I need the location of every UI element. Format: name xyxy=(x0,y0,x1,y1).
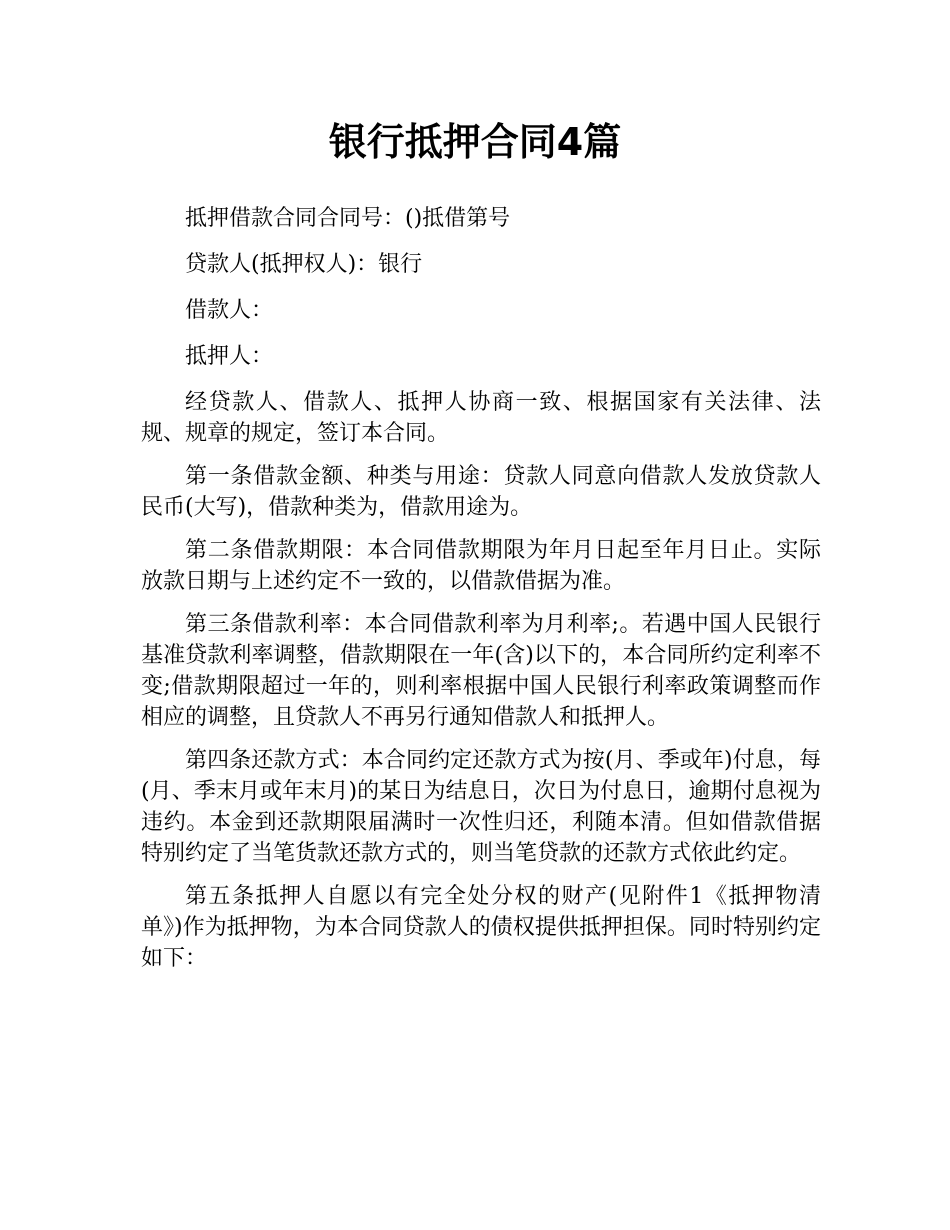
preamble-paragraph: 经贷款人、借款人、抵押人协商一致、根据国家有关法律、法规、规章的规定，签订本合同。 xyxy=(141,390,821,446)
contract-number-line: 抵押借款合同合同号：()抵借第号 xyxy=(185,206,511,231)
article-5-paragraph: 第五条抵押人自愿以有完全处分权的财产(见附件1《抵押物清单》)作为抵押物，为本合同贷款人的债权提供抵押担保。同时特别约定如下： xyxy=(141,884,821,971)
article-4-paragraph: 第四条还款方式：本合同约定还款方式为按(月、季或年)付息，每(月、季末月或年末月)的某日为结息日，次日为付息日，逾期付息视为违约。本金到还款期限届满时一次性归还，利随本清。但如借款借据特别约定了当笔货款还款方式的，则当笔贷款的还款方式依此约定。 xyxy=(141,748,821,866)
lender-line: 贷款人(抵押权人)：银行 xyxy=(185,252,423,277)
article-2-paragraph: 第二条借款期限：本合同借款期限为年月日起至年月日止。实际放款日期与上述约定不一致的，以借款借据为准。 xyxy=(141,538,821,594)
borrower-line: 借款人： xyxy=(185,298,274,323)
mortgagor-line: 抵押人： xyxy=(185,344,274,369)
article-3-paragraph: 第三条借款利率：本合同借款利率为月利率;。若遇中国人民银行基准贷款利率调整，借款期限在一年(含)以下的，本合同所约定利率不变;借款期限超过一年的，则利率根据中国人民银行利率政策调整而作相应的调整，且贷款人不再另行通知借款人和抵押人。 xyxy=(141,612,821,730)
document-title: 银行抵押合同4篇 xyxy=(328,120,622,164)
document-body xyxy=(141,203,821,986)
article-1-paragraph: 第一条借款金额、种类与用途：贷款人同意向借款人发放贷款人民币(大写)，借款种类为，借款用途为。 xyxy=(141,464,821,520)
